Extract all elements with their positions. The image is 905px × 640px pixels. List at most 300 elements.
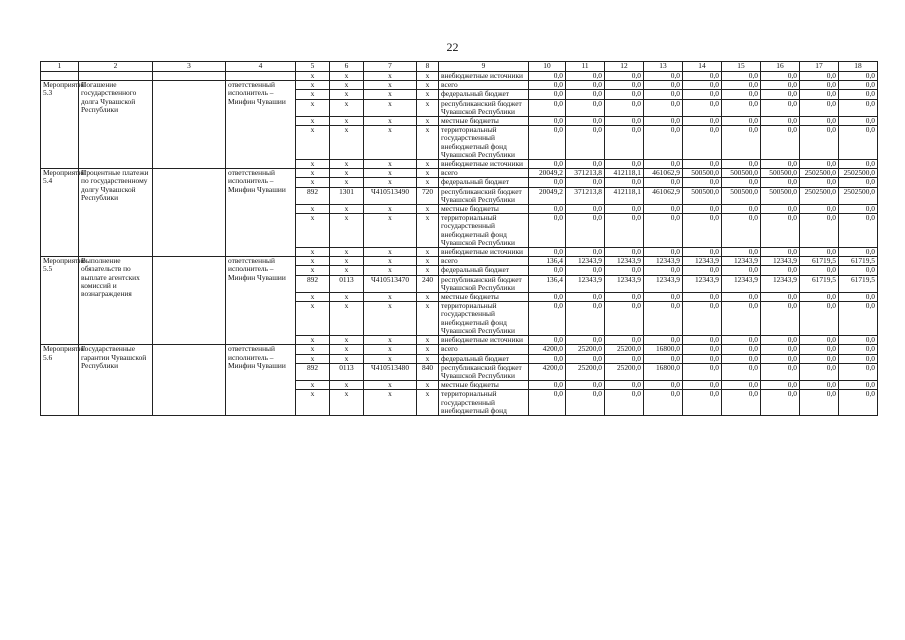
amount-cell: 0,0: [605, 178, 644, 187]
amount-cell: 0,0: [839, 178, 878, 187]
amount-cell: 2502500,0: [800, 187, 839, 204]
column-number-5: 5: [296, 62, 330, 72]
amount-cell: 0,0: [605, 381, 644, 390]
amount-cell: 0,0: [683, 90, 722, 99]
amount-cell: 25200,0: [605, 345, 644, 354]
amount-cell: 0,0: [722, 266, 761, 275]
grbs-code-cell: x: [296, 257, 330, 266]
section-code-cell: x: [330, 354, 364, 363]
amount-cell: 25200,0: [605, 363, 644, 380]
amount-cell: 0,0: [683, 302, 722, 336]
amount-cell: 0,0: [529, 302, 566, 336]
column-number-11: 11: [566, 62, 605, 72]
amount-cell: 0,0: [839, 293, 878, 302]
amount-cell: 0,0: [566, 81, 605, 90]
amount-cell: 61719,5: [800, 275, 839, 292]
column-number-4: 4: [226, 62, 296, 72]
section-code-cell: x: [330, 214, 364, 248]
amount-cell: 0,0: [683, 248, 722, 257]
amount-cell: 0,0: [566, 302, 605, 336]
amount-cell: 0,0: [839, 160, 878, 169]
amount-cell: 0,0: [800, 214, 839, 248]
amount-cell: 0,0: [722, 90, 761, 99]
column-number-6: 6: [330, 62, 364, 72]
amount-cell: 500500,0: [761, 187, 800, 204]
amount-cell: 0,0: [644, 72, 683, 81]
amount-cell: 0,0: [761, 117, 800, 126]
amount-cell: 0,0: [529, 117, 566, 126]
amount-cell: 12343,9: [761, 257, 800, 266]
amount-cell: 0,0: [566, 205, 605, 214]
amount-cell: 0,0: [529, 99, 566, 116]
amount-cell: 0,0: [529, 214, 566, 248]
section-code-cell: x: [330, 81, 364, 90]
amount-cell: 0,0: [800, 293, 839, 302]
amount-cell: 0,0: [644, 178, 683, 187]
amount-cell: 0,0: [644, 160, 683, 169]
funding-source-cell: республиканский бюджет Чувашской Республики: [439, 187, 529, 204]
amount-cell: 0,0: [683, 293, 722, 302]
amount-cell: 61719,5: [839, 257, 878, 266]
grbs-code-cell: 892: [296, 275, 330, 292]
target-article-cell: x: [364, 126, 417, 160]
amount-cell: 12343,9: [644, 275, 683, 292]
target-article-cell: x: [364, 336, 417, 345]
expense-type-cell: x: [417, 257, 439, 266]
amount-cell: 0,0: [529, 266, 566, 275]
amount-cell: 0,0: [529, 205, 566, 214]
amount-cell: 500500,0: [722, 187, 761, 204]
measure-name-cell: Государственные гарантии Чувашской Республики: [79, 345, 153, 416]
amount-cell: 0,0: [683, 381, 722, 390]
amount-cell: 0,0: [529, 90, 566, 99]
amount-cell: 0,0: [800, 336, 839, 345]
amount-cell: 136,4: [529, 257, 566, 266]
amount-cell: 500500,0: [683, 169, 722, 178]
amount-cell: 0,0: [761, 248, 800, 257]
expense-type-cell: x: [417, 178, 439, 187]
amount-cell: 0,0: [839, 205, 878, 214]
target-article-cell: x: [364, 169, 417, 178]
table-row: [41, 345, 878, 354]
section-code-cell: x: [330, 169, 364, 178]
amount-cell: 0,0: [761, 336, 800, 345]
amount-cell: 0,0: [722, 99, 761, 116]
target-article-cell: x: [364, 381, 417, 390]
amount-cell: 0,0: [566, 99, 605, 116]
amount-cell: 0,0: [722, 354, 761, 363]
status-cell: ответственный исполнитель – Минфин Чувашии: [226, 169, 296, 257]
section-code-cell: x: [330, 178, 364, 187]
amount-cell: 0,0: [529, 160, 566, 169]
amount-cell: 20049,2: [529, 187, 566, 204]
amount-cell: 0,0: [800, 160, 839, 169]
amount-cell: 0,0: [722, 178, 761, 187]
amount-cell: 0,0: [566, 354, 605, 363]
amount-cell: 500500,0: [761, 169, 800, 178]
amount-cell: 0,0: [800, 81, 839, 90]
amount-cell: 0,0: [800, 381, 839, 390]
grbs-code-cell: x: [296, 81, 330, 90]
amount-cell: 0,0: [605, 126, 644, 160]
expense-type-cell: 720: [417, 187, 439, 204]
amount-cell: 500500,0: [683, 187, 722, 204]
amount-cell: 0,0: [800, 117, 839, 126]
amount-cell: 0,0: [722, 126, 761, 160]
status-cell: ответственный исполнитель – Минфин Чувашии: [226, 257, 296, 345]
amount-cell: 136,4: [529, 275, 566, 292]
funding-source-cell: внебюджетные источники: [439, 248, 529, 257]
expense-type-cell: x: [417, 381, 439, 390]
column-number-14: 14: [683, 62, 722, 72]
amount-cell: 0,0: [761, 293, 800, 302]
amount-cell: 12343,9: [683, 275, 722, 292]
amount-cell: 0,0: [566, 214, 605, 248]
amount-cell: 0,0: [722, 336, 761, 345]
target-article-cell: Ч410513480: [364, 363, 417, 380]
amount-cell: 0,0: [839, 248, 878, 257]
amount-cell: 0,0: [800, 302, 839, 336]
amount-cell: 0,0: [644, 293, 683, 302]
amount-cell: 412118,1: [605, 187, 644, 204]
amount-cell: 0,0: [722, 81, 761, 90]
amount-cell: 0,0: [683, 345, 722, 354]
amount-cell: 0,0: [839, 72, 878, 81]
amount-cell: 0,0: [800, 205, 839, 214]
amount-cell: 0,0: [605, 293, 644, 302]
expense-type-cell: 840: [417, 363, 439, 380]
section-code-cell: x: [330, 160, 364, 169]
section-code-cell: x: [330, 381, 364, 390]
table-body: [41, 62, 878, 416]
amount-cell: 0,0: [644, 336, 683, 345]
funding-source-cell: всего: [439, 81, 529, 90]
section-code-cell: x: [330, 345, 364, 354]
amount-cell: 0,0: [605, 390, 644, 416]
section-code-cell: x: [330, 293, 364, 302]
section-code-cell: x: [330, 205, 364, 214]
amount-cell: 12343,9: [722, 275, 761, 292]
amount-cell: 0,0: [566, 72, 605, 81]
section-code-cell: x: [330, 90, 364, 99]
amount-cell: 0,0: [839, 266, 878, 275]
amount-cell: 0,0: [761, 126, 800, 160]
amount-cell: 61719,5: [800, 257, 839, 266]
amount-cell: 0,0: [644, 117, 683, 126]
amount-cell: 0,0: [683, 178, 722, 187]
funding-source-cell: федеральный бюджет: [439, 90, 529, 99]
amount-cell: 0,0: [722, 390, 761, 416]
amount-cell: 12343,9: [566, 275, 605, 292]
amount-cell: 0,0: [644, 354, 683, 363]
amount-cell: 25200,0: [566, 345, 605, 354]
amount-cell: 12343,9: [605, 275, 644, 292]
funding-source-cell: местные бюджеты: [439, 117, 529, 126]
grbs-code-cell: x: [296, 390, 330, 416]
measure-cell: Мероприятие 5.4: [41, 169, 79, 257]
amount-cell: 0,0: [644, 81, 683, 90]
amount-cell: 25200,0: [566, 363, 605, 380]
section-code-cell: x: [330, 117, 364, 126]
expense-type-cell: x: [417, 205, 439, 214]
amount-cell: 0,0: [644, 302, 683, 336]
amount-cell: 2502500,0: [800, 169, 839, 178]
section-code-cell: x: [330, 99, 364, 116]
column-number-18: 18: [839, 62, 878, 72]
grbs-code-cell: x: [296, 214, 330, 248]
amount-cell: 12343,9: [566, 257, 605, 266]
section-code-cell: 0113: [330, 275, 364, 292]
target-article-cell: Ч410513490: [364, 187, 417, 204]
amount-cell: 0,0: [761, 90, 800, 99]
section-code-cell: 0113: [330, 363, 364, 380]
amount-cell: 0,0: [761, 354, 800, 363]
target-article-cell: Ч410513470: [364, 275, 417, 292]
measure-cell: Мероприятие 5.5: [41, 257, 79, 345]
amount-cell: 20049,2: [529, 169, 566, 178]
amount-cell: 461062,9: [644, 169, 683, 178]
amount-cell: 0,0: [722, 345, 761, 354]
amount-cell: 0,0: [683, 354, 722, 363]
amount-cell: 0,0: [839, 336, 878, 345]
amount-cell: 0,0: [683, 72, 722, 81]
amount-cell: 0,0: [529, 293, 566, 302]
target-article-cell: x: [364, 205, 417, 214]
grbs-code-cell: x: [296, 293, 330, 302]
grbs-code-cell: x: [296, 169, 330, 178]
column-number-8: 8: [417, 62, 439, 72]
funding-source-cell: территориальный государственный внебюджетный фонд Чувашской Республики: [439, 214, 529, 248]
amount-cell: 0,0: [761, 178, 800, 187]
amount-cell: 0,0: [644, 90, 683, 99]
amount-cell: 0,0: [761, 214, 800, 248]
amount-cell: 0,0: [529, 178, 566, 187]
section-code-cell: x: [330, 248, 364, 257]
amount-cell: 0,0: [761, 266, 800, 275]
expense-type-cell: x: [417, 266, 439, 275]
funding-source-cell: внебюджетные источники: [439, 72, 529, 81]
amount-cell: 0,0: [800, 354, 839, 363]
amount-cell: 0,0: [683, 160, 722, 169]
funding-source-cell: местные бюджеты: [439, 205, 529, 214]
amount-cell: 0,0: [644, 381, 683, 390]
grbs-code-cell: x: [296, 381, 330, 390]
target-article-cell: x: [364, 160, 417, 169]
amount-cell: 0,0: [605, 354, 644, 363]
amount-cell: 0,0: [529, 126, 566, 160]
amount-cell: 0,0: [644, 390, 683, 416]
amount-cell: 0,0: [644, 126, 683, 160]
amount-cell: 371213,8: [566, 187, 605, 204]
amount-cell: 0,0: [722, 160, 761, 169]
amount-cell: 0,0: [722, 214, 761, 248]
amount-cell: 0,0: [529, 248, 566, 257]
empty-cell: [153, 345, 226, 416]
grbs-code-cell: 892: [296, 363, 330, 380]
target-article-cell: x: [364, 390, 417, 416]
page-number: 22: [446, 40, 459, 54]
target-article-cell: x: [364, 345, 417, 354]
amount-cell: 0,0: [605, 214, 644, 248]
amount-cell: 0,0: [605, 205, 644, 214]
amount-cell: 61719,5: [839, 275, 878, 292]
target-article-cell: x: [364, 178, 417, 187]
amount-cell: 0,0: [605, 90, 644, 99]
amount-cell: 0,0: [800, 126, 839, 160]
amount-cell: 0,0: [800, 248, 839, 257]
expense-type-cell: x: [417, 90, 439, 99]
amount-cell: 0,0: [839, 126, 878, 160]
amount-cell: 0,0: [761, 72, 800, 81]
amount-cell: 0,0: [800, 99, 839, 116]
funding-source-cell: внебюджетные источники: [439, 160, 529, 169]
amount-cell: 0,0: [683, 81, 722, 90]
amount-cell: 0,0: [839, 363, 878, 380]
column-number-17: 17: [800, 62, 839, 72]
amount-cell: 0,0: [644, 248, 683, 257]
grbs-code-cell: x: [296, 266, 330, 275]
grbs-code-cell: x: [296, 117, 330, 126]
funding-source-cell: территориальный государственный внебюджетный фонд Чувашской Республики: [439, 302, 529, 336]
amount-cell: 0,0: [800, 178, 839, 187]
funding-source-cell: республиканский бюджет Чувашской Республики: [439, 275, 529, 292]
funding-source-cell: всего: [439, 257, 529, 266]
amount-cell: 0,0: [605, 266, 644, 275]
expense-type-cell: x: [417, 169, 439, 178]
amount-cell: 0,0: [839, 381, 878, 390]
amount-cell: 0,0: [839, 302, 878, 336]
grbs-code-cell: x: [296, 72, 330, 81]
amount-cell: 12343,9: [761, 275, 800, 292]
amount-cell: 0,0: [800, 390, 839, 416]
amount-cell: 16800,0: [644, 363, 683, 380]
amount-cell: 0,0: [761, 81, 800, 90]
amount-cell: 0,0: [800, 266, 839, 275]
status-cell: ответственный исполнитель – Минфин Чувашии: [226, 81, 296, 169]
funding-source-cell: территориальный государственный внебюджетный фонд Чувашской Республики: [439, 126, 529, 160]
amount-cell: 0,0: [644, 205, 683, 214]
expense-type-cell: x: [417, 99, 439, 116]
funding-source-cell: федеральный бюджет: [439, 354, 529, 363]
funding-source-cell: местные бюджеты: [439, 293, 529, 302]
amount-cell: 12343,9: [605, 257, 644, 266]
expense-type-cell: x: [417, 248, 439, 257]
amount-cell: 0,0: [839, 390, 878, 416]
amount-cell: 0,0: [644, 266, 683, 275]
grbs-code-cell: x: [296, 248, 330, 257]
amount-cell: 371213,8: [566, 169, 605, 178]
amount-cell: 0,0: [644, 99, 683, 116]
expense-type-cell: x: [417, 390, 439, 416]
target-article-cell: x: [364, 266, 417, 275]
amount-cell: 0,0: [839, 214, 878, 248]
grbs-code-cell: x: [296, 99, 330, 116]
target-article-cell: x: [364, 72, 417, 81]
budget-table: [40, 61, 878, 416]
measure-name-cell: Процентные платежи по государственному долгу Чувашской Республики: [79, 169, 153, 257]
expense-type-cell: x: [417, 214, 439, 248]
column-number-2: 2: [79, 62, 153, 72]
column-number-1: 1: [41, 62, 79, 72]
amount-cell: 0,0: [566, 126, 605, 160]
amount-cell: 0,0: [722, 117, 761, 126]
target-article-cell: x: [364, 90, 417, 99]
funding-source-cell: всего: [439, 345, 529, 354]
amount-cell: 0,0: [529, 390, 566, 416]
section-code-cell: x: [330, 390, 364, 416]
amount-cell: 0,0: [566, 381, 605, 390]
amount-cell: 0,0: [722, 302, 761, 336]
amount-cell: 12343,9: [644, 257, 683, 266]
amount-cell: 0,0: [722, 248, 761, 257]
amount-cell: 0,0: [605, 248, 644, 257]
expense-type-cell: 240: [417, 275, 439, 292]
amount-cell: 0,0: [566, 266, 605, 275]
grbs-code-cell: x: [296, 302, 330, 336]
column-number-16: 16: [761, 62, 800, 72]
amount-cell: 412118,1: [605, 169, 644, 178]
funding-source-cell: всего: [439, 169, 529, 178]
amount-cell: 0,0: [529, 354, 566, 363]
expense-type-cell: x: [417, 345, 439, 354]
expense-type-cell: x: [417, 81, 439, 90]
column-number-12: 12: [605, 62, 644, 72]
expense-type-cell: x: [417, 354, 439, 363]
amount-cell: 0,0: [800, 363, 839, 380]
amount-cell: 0,0: [839, 99, 878, 116]
column-number-9: 9: [439, 62, 529, 72]
empty-cell: [153, 72, 226, 81]
target-article-cell: x: [364, 81, 417, 90]
amount-cell: 0,0: [800, 345, 839, 354]
amount-cell: 0,0: [800, 90, 839, 99]
empty-cell: [153, 81, 226, 169]
amount-cell: 0,0: [605, 117, 644, 126]
target-article-cell: x: [364, 214, 417, 248]
section-code-cell: x: [330, 302, 364, 336]
amount-cell: 0,0: [566, 390, 605, 416]
amount-cell: 0,0: [722, 363, 761, 380]
amount-cell: 0,0: [566, 178, 605, 187]
amount-cell: 0,0: [722, 205, 761, 214]
expense-type-cell: x: [417, 302, 439, 336]
amount-cell: 0,0: [683, 266, 722, 275]
target-article-cell: x: [364, 117, 417, 126]
amount-cell: 0,0: [761, 302, 800, 336]
funding-source-cell: внебюджетные источники: [439, 336, 529, 345]
amount-cell: 0,0: [566, 160, 605, 169]
amount-cell: 0,0: [605, 336, 644, 345]
target-article-cell: x: [364, 248, 417, 257]
grbs-code-cell: x: [296, 205, 330, 214]
section-code-cell: x: [330, 257, 364, 266]
target-article-cell: x: [364, 257, 417, 266]
amount-cell: 0,0: [644, 214, 683, 248]
grbs-code-cell: x: [296, 90, 330, 99]
amount-cell: 16800,0: [644, 345, 683, 354]
funding-source-cell: местные бюджеты: [439, 381, 529, 390]
expense-type-cell: x: [417, 72, 439, 81]
amount-cell: 4200,0: [529, 363, 566, 380]
target-article-cell: x: [364, 99, 417, 116]
amount-cell: 0,0: [605, 302, 644, 336]
amount-cell: 0,0: [761, 205, 800, 214]
funding-source-cell: территориальный государственный внебюджетный фонд: [439, 390, 529, 416]
amount-cell: 0,0: [683, 99, 722, 116]
expense-type-cell: x: [417, 293, 439, 302]
column-number-10: 10: [529, 62, 566, 72]
amount-cell: 0,0: [566, 248, 605, 257]
